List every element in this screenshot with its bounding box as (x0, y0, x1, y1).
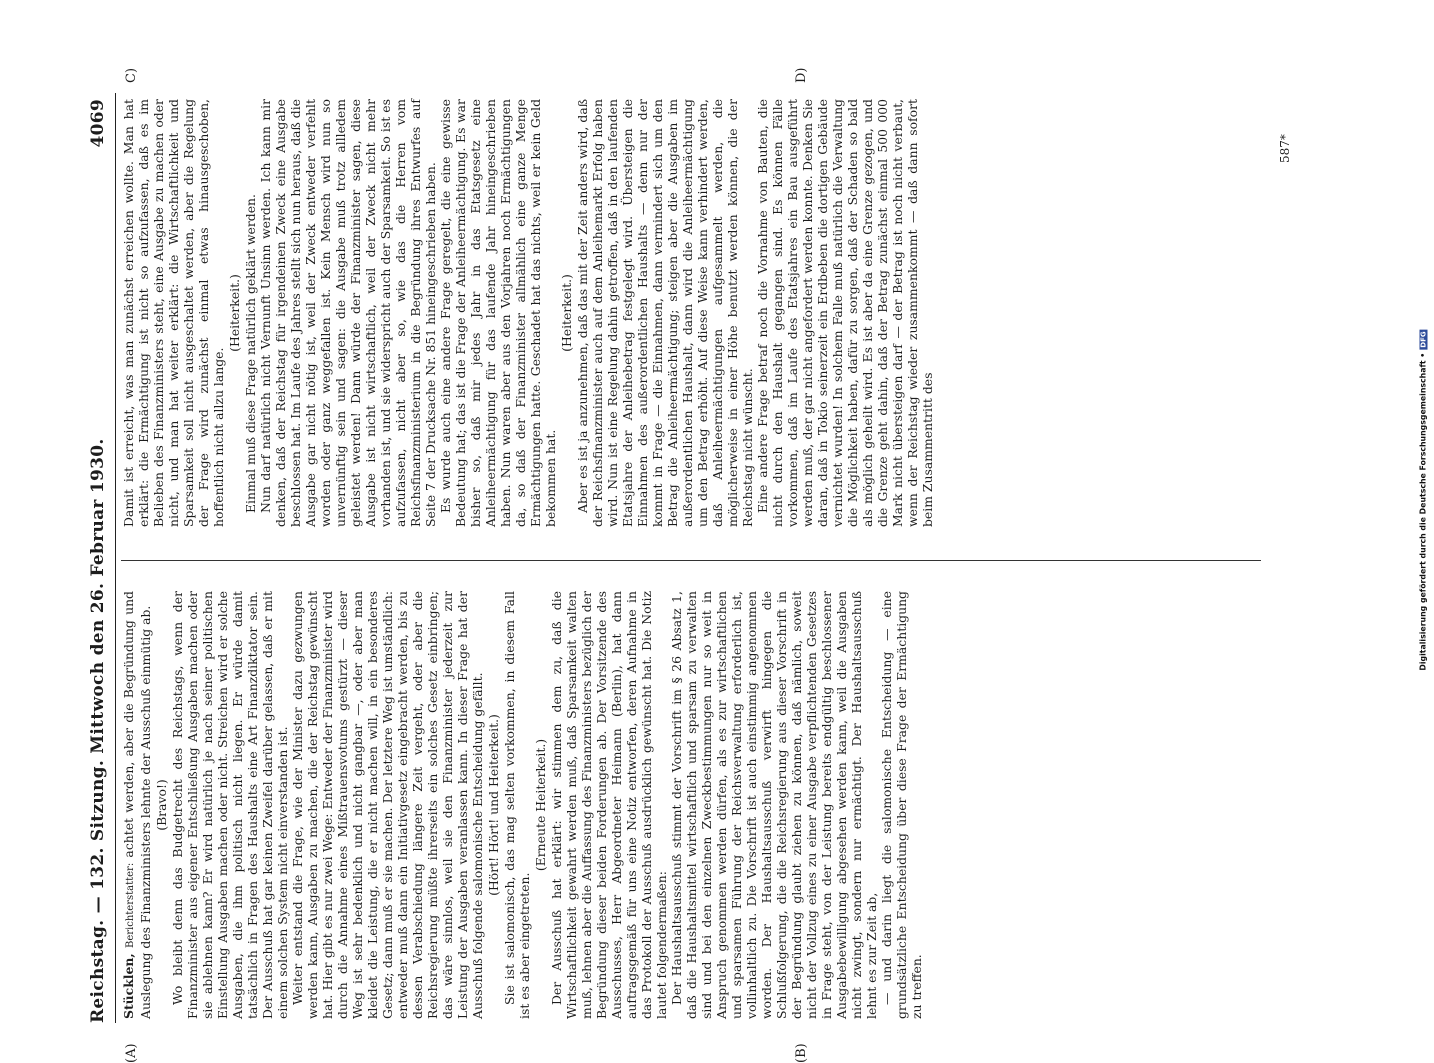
interjection: (Heiterkeit.) (227, 274, 242, 352)
page-number: 4069 (88, 99, 108, 148)
dfg-logo: DFG (1419, 331, 1428, 348)
page-header (88, 93, 116, 1023)
paragraph: — und darin liegt die salomonische Entscheidung — eine grundsätzliche Entscheidung über diese Frage der Ermächtigung zu treffen. (879, 591, 924, 1019)
digitization-credit (1419, 329, 1428, 670)
paragraph: Sie ist salomonisch, das mag selten vorkommen, in diesem Fall ist es aber eingetreten. (502, 591, 532, 1019)
margin-marker-a: (A) (124, 1043, 139, 1063)
credit-text: Digitalisierung gefördert durch die Deutsche Forschungsgemeinschaft • (1418, 352, 1428, 671)
interjection: (Bravo!) (154, 779, 169, 831)
column-divider (121, 560, 1261, 561)
paragraph: Damit ist erreicht, was man zunächst erreichen wollte. Man hat erklärt: die Ermächtigung ist nicht so aufzufassen, daß es im Belieben des Finanzministers steht, eine Ausgabe zu machen oder nicht, und man hat weiter erklärt: die Wirtschaftlichkeit und Sparsamkeit soll nicht ausgeschaltet werden, aber die Regelung der Frage wird zunächst einmal etwas hinausgeschoben, hoffentlich nicht allzu lange. (121, 99, 226, 527)
interjection: (Heiterkeit.) (559, 274, 574, 352)
paragraph: Wo bleibt denn das Budgetrecht des Reichstags, wenn der Finanzminister aus eigener Entschließung Ausgaben machen oder sie ablehnen kann? Er wird natürlich je nach seiner politischen Einstellung Ausgaben machen oder nicht. Streichen wird er solche Ausgaben, die ihm politisch nicht liegen. Er würde damit tatsächlich in Fragen des Haushalts eine Art Finanzdiktator sein. Der Ausschuß hat gar keinen Zweifel darüber gelassen, daß er mit einem solchen System nicht einverstanden ist. (170, 591, 290, 1019)
rotated-page (88, 67, 1380, 1063)
paragraph: Nun darf natürlich nicht Vernunft Unsinn werden. Ich kann mir denken, daß der Reichstag für irgendeinen Zweck eine Ausgabe beschlossen hat. Im Laufe des Jahres stellt sich nun heraus, daß die Ausgabe gar nicht nötig ist, weil der Zweck entweder verfehlt worden oder ganz weggefallen ist. Kein Mensch wird nun so unvernünftig sein und sagen: die Ausgabe muß trotz allledem geleistet werden! Dann würde der Finanzminister sagen, diese Ausgabe ist nicht wirtschaftlich, weil der Zweck nicht mehr vorhanden ist, und sie widerspricht auch der Sparsamkeit. So ist es aufzufassen, nicht aber so, wie das die Herren vom Reichsfinanzministerium in die Begründung ihres Entwurfes auf Seite 7 der Drucksache Nr. 851 hineingeschrieben haben. (258, 99, 438, 527)
paragraph-text: achtet werden, aber die Begründung und Auslegung des Finanzministers lehnte der Ausschuß einmütig ab. (121, 591, 153, 1019)
paragraph: Einmal muß diese Frage natürlich geklärt werden. (243, 194, 258, 513)
paragraph (121, 591, 153, 1019)
paragraph: Eine andere Frage betraf noch die Vornahme von Bauten, die nicht durch den Haushalt gegangen sind. Es können Fälle vorkommen, daß im Laufe des Etatsjahres ein Bau ausgeführt werden muß, der gar nicht angefordert werden konnte. Denken Sie daran, daß in Tokio seinerzeit ein Erdbeben die dortigen Gebäude vernichtet wurden! In solchem Falle muß natürlich die Verwaltung die Möglichkeit haben, dafür zu sorgen, daß der Schaden so bald als möglich geheilt wird. Es ist aber da eine Grenze gezogen, und die Grenze geht dahin, daß der Betrag zunächst einmal 500 000 Mark nicht übersteigen darf — der Betrag ist noch nicht verbaut, wenn der Reichstag wieder zusammenkommt — daß dann sofort beim Zusammentritt des (755, 99, 935, 527)
paragraph: Es wurde auch eine andere Frage geregelt, die eine gewisse Bedeutung hat; das ist die Frage der Anleiheermächtigung. Es war bisher so, daß mir jedes Jahr in das Etatsgesetz eine Anleiheermächtigung für das laufende Jahr hineingeschrieben haben. Nun waren aber aus den Vorjahren noch Ermächtigungen da, so daß der Finanzminister allmählich eine ganze Menge Ermächtigungen hatte. Geschadet hat das nichts, weil er kein Geld bekommen hat. (438, 99, 558, 527)
paragraph: Der Ausschuß hat erklärt: wir stimmen dem zu, daß die Wirtschaftlichkeit gewahrt werden muß, daß Sparsamkeit walten muß, lehnen aber die Auffassung des Finanzministers bezüglich der Begründung dieser beiden Forderungen ab. Der Vorsitzende des Ausschusses, Herr Abgeordneter Heimann (Berlin), hat dann auftragsgemäß für uns eine Notiz entworfen, deren Aufnahme in das Protokoll der Ausschuß ausdrücklich gewünscht hat. Die Notiz lautet folgendermaßen: (549, 591, 669, 1019)
paragraph: Aber es ist ja anzunehmen, daß das mit der Zeit anders wird, daß der Reichsfinanzminister auch auf dem Anleihemarkt Erfolg haben wird. Nun ist eine Regelung dahin getroffen, daß in den laufenden Etatsjahre der Anleihebetrag festgelegt wird. Übersteigen die Einnahmen des außerordentlichen Haushalts — denn nur der kommt in Frage — die Einnahmen, dann vermindert sich um den Betrag die Anleiheermächtigung; steigen aber die Ausgaben im außerordentlichen Haushalt, dann wird die Anleiheermächtigung um den Betrag erhöht. Auf diese Weise kann verhindert werden, daß Anleiheermächtigungen aufgesammelt werden, die möglicherweise in einer Höhe benutzt werden können, die der Reichstag nicht wünscht. (575, 99, 755, 527)
speaker-role: Berichterstatter: (125, 862, 136, 949)
sheet-number: 587* (1278, 134, 1292, 163)
speaker-name: Stücklen, (121, 953, 136, 1019)
margin-marker-b: (B) (794, 1043, 809, 1063)
margin-marker-d: D) (794, 67, 809, 83)
paragraph: Weiter entstand die Frage, wie der Minister dazu gezwungen werden kann, Ausgaben zu machen, die der Reichstag gewünscht hat. Hier gibt es nur zwei Wege: Entweder der Finanzminister wird durch die Annahme eines Mißtrauensvotums gestürzt — dieser Weg ist sehr bedenklich und nicht gangbar —, oder aber man kleidet die Leistung, die er nicht machen will, in ein besonderes Gesetz; dann muß er sie machen. Der letztere Weg ist umständlich: entweder muß dann ein Initiativgesetz eingebracht werden, bis zu dessen Verabschiedung längere Zeit vergeht, oder aber die Reichsregierung müßte ihrerseits ein solches Gesetz einbringen; das wäre sinnlos, weil sie den Finanzminister jederzeit zur Leistung der Ausgaben veranlassen kann. In dieser Frage hat der Ausschuß folgende salomonische Entscheidung gefällt. (290, 591, 485, 1019)
margin-marker-c: C) (124, 67, 139, 83)
right-column (121, 99, 935, 527)
header-title: Reichstag. — 132. Sitzung. Mittwoch den 26. Februar 1930. (88, 438, 108, 1023)
header-rule (115, 93, 116, 1023)
quoted-note: Der Haushaltsausschuß stimmt der Vorschrift im § 26 Absatz 1, daß die Haushaltsmittel wirtschaftlich und sparsam zu verwalten sind und bei den einzelnen Zweckbestimmungen nur so weit in Anspruch genommen werden dürfen, als es zur wirtschaftlichen und sparsamen Führung der Reichsverwaltung erforderlich ist, vollinhaltlich zu. Die Vorschrift ist auch einstimmig angenommen worden. Der Haushaltsausschuß verwirft hingegen die Schlußfolgerung, die die Reichsregierung aus dieser Vorschrift in der Begründung glaubt ziehen zu können, daß nämlich, soweit nicht der Vollzug eines zu einer Ausgabe verpflichtenden Gesetzes in Frage steht, von der Leistung bereits endgültig beschlossener Ausgabebewilligung abgesehen werden kann, weil die Ausgaben nicht zwingt, sondern nur ermächtigt. Der Haushaltsausschuß lehnt es zur Zeit ab, (669, 591, 879, 1019)
left-column (121, 591, 924, 1019)
interjection: (Erneute Heiterkeit.) (533, 738, 548, 872)
interjection: (Hört! Hört! und Heiterkeit.) (486, 714, 501, 896)
